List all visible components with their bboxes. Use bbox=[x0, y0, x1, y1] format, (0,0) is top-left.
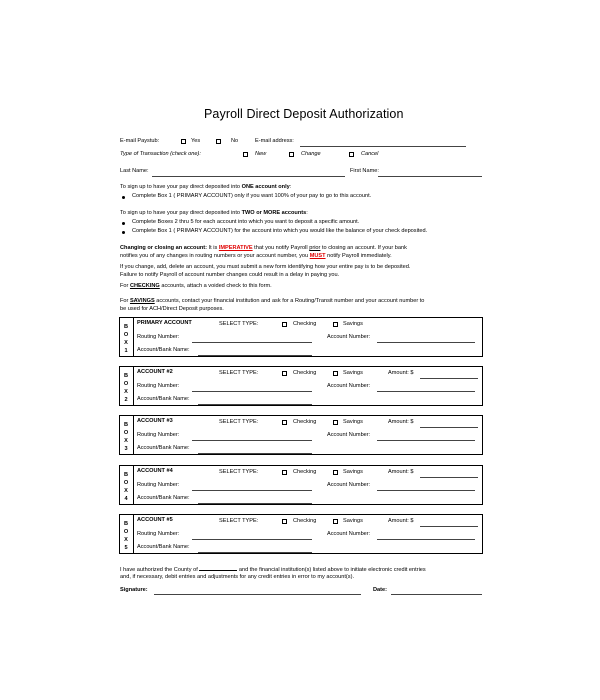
first-name-label: First Name: bbox=[350, 168, 379, 174]
change-line-1: If you change, add, delete an account, you must submit a new form identifying how your entire pay is to be deposited. bbox=[120, 264, 411, 270]
savings-checkbox[interactable] bbox=[333, 470, 338, 475]
checking-label: Checking bbox=[293, 469, 317, 475]
amount-field[interactable] bbox=[420, 526, 478, 527]
account-box-4 bbox=[119, 465, 483, 505]
change-label: Change bbox=[301, 151, 321, 157]
bank-name-field[interactable] bbox=[198, 355, 312, 356]
date-field[interactable] bbox=[391, 594, 482, 595]
box-letter: X bbox=[124, 438, 128, 444]
bullet-icon bbox=[122, 196, 125, 199]
county-field[interactable] bbox=[199, 566, 237, 571]
account-title: ACCOUNT #4 bbox=[137, 468, 173, 474]
authorization-line-2: and, if necessary, debit entries and adjustments for any credit entries in error to my account(s). bbox=[120, 574, 355, 580]
box-letter: O bbox=[123, 381, 129, 387]
savings-label: Savings bbox=[343, 419, 363, 425]
routing-number-label: Routing Number: bbox=[137, 334, 180, 340]
routing-number-field[interactable] bbox=[192, 342, 312, 343]
routing-number-field[interactable] bbox=[192, 391, 312, 392]
box-letter: O bbox=[123, 430, 129, 436]
account-box-3 bbox=[119, 415, 483, 455]
bullet-icon bbox=[122, 222, 125, 225]
amount-label: Amount: $ bbox=[388, 370, 414, 376]
box-letter: 5 bbox=[124, 545, 128, 551]
checking-instruction: For CHECKING accounts, attach a voided check to this form. bbox=[120, 283, 272, 289]
account-number-field[interactable] bbox=[377, 342, 475, 343]
bank-name-field[interactable] bbox=[198, 552, 312, 553]
new-label: New bbox=[255, 151, 267, 157]
change-checkbox[interactable] bbox=[289, 152, 294, 157]
authorization-line-1: I have authorized the County of and the financial institution(s) listed above to initiate electronic credit entries bbox=[120, 567, 426, 573]
account-title: ACCOUNT #5 bbox=[137, 517, 173, 523]
box-letter: O bbox=[123, 480, 129, 486]
account-box-2 bbox=[119, 366, 483, 406]
account-number-field[interactable] bbox=[377, 490, 475, 491]
checking-checkbox[interactable] bbox=[282, 470, 287, 475]
savings-label: Savings bbox=[343, 469, 363, 475]
last-name-field[interactable] bbox=[152, 176, 345, 177]
checking-label: Checking bbox=[293, 321, 317, 327]
no-checkbox[interactable] bbox=[216, 139, 221, 144]
amount-label: Amount: $ bbox=[388, 469, 414, 475]
savings-checkbox[interactable] bbox=[333, 420, 338, 425]
savings-label: Savings bbox=[343, 518, 363, 524]
savings-checkbox[interactable] bbox=[333, 371, 338, 376]
routing-number-label: Routing Number: bbox=[137, 432, 180, 438]
amount-field[interactable] bbox=[420, 477, 478, 478]
select-type-label: SELECT TYPE: bbox=[219, 321, 259, 327]
account-number-label: Account Number: bbox=[327, 482, 371, 488]
box-letter: 4 bbox=[124, 496, 128, 502]
date-label: Date: bbox=[373, 587, 387, 593]
bank-name-field[interactable] bbox=[198, 503, 312, 504]
box-letter: O bbox=[123, 529, 129, 535]
checking-label: Checking bbox=[293, 518, 317, 524]
checking-checkbox[interactable] bbox=[282, 519, 287, 524]
box-letter: 2 bbox=[124, 397, 128, 403]
savings-checkbox[interactable] bbox=[333, 519, 338, 524]
box-label-column bbox=[120, 515, 134, 553]
two-accounts-bullet-2: Complete Box 1 ( PRIMARY ACCOUNT) for the account into which you would like the balance of your check deposited. bbox=[132, 228, 428, 234]
box-letter: B bbox=[123, 324, 129, 330]
box-letter: B bbox=[123, 472, 129, 478]
routing-number-label: Routing Number: bbox=[137, 531, 180, 537]
select-type-label: SELECT TYPE: bbox=[219, 419, 259, 425]
account-title: PRIMARY ACCOUNT bbox=[137, 320, 192, 326]
cancel-label: Cancel bbox=[361, 151, 379, 157]
page-title: Payroll Direct Deposit Authorization bbox=[204, 107, 404, 121]
box-letter: 3 bbox=[124, 446, 128, 452]
box-letter: B bbox=[123, 422, 129, 428]
account-number-field[interactable] bbox=[377, 539, 475, 540]
routing-number-label: Routing Number: bbox=[137, 383, 180, 389]
savings-instruction-2: be used for ACH/Direct Deposit purposes. bbox=[120, 306, 224, 312]
box-letter: X bbox=[124, 389, 128, 395]
amount-field[interactable] bbox=[420, 378, 478, 379]
checking-checkbox[interactable] bbox=[282, 322, 287, 327]
yes-label: Yes bbox=[191, 138, 201, 144]
transaction-type-label: Type of Transaction (check one): bbox=[120, 151, 201, 157]
amount-label: Amount: $ bbox=[388, 419, 414, 425]
box-letter: O bbox=[123, 332, 129, 338]
account-box-5 bbox=[119, 514, 483, 554]
select-type-label: SELECT TYPE: bbox=[219, 518, 259, 524]
box-letter: B bbox=[123, 373, 129, 379]
signature-field[interactable] bbox=[154, 594, 361, 595]
account-number-field[interactable] bbox=[377, 440, 475, 441]
bank-name-label: Account/Bank Name: bbox=[137, 347, 190, 353]
email-paystub-label: E-mail Paystub: bbox=[120, 138, 160, 144]
routing-number-field[interactable] bbox=[192, 440, 312, 441]
account-title: ACCOUNT #3 bbox=[137, 418, 173, 424]
closing-line-1: Changing or closing an account: It is IMPERATIVE that you notify Payroll prior to closing an account. If your bank bbox=[120, 245, 407, 251]
no-label: No bbox=[231, 138, 239, 144]
savings-checkbox[interactable] bbox=[333, 322, 338, 327]
bank-name-label: Account/Bank Name: bbox=[137, 495, 190, 501]
cancel-checkbox[interactable] bbox=[349, 152, 354, 157]
account-number-field[interactable] bbox=[377, 391, 475, 392]
first-name-field[interactable] bbox=[378, 176, 482, 177]
amount-label: Amount: $ bbox=[388, 518, 414, 524]
two-accounts-text: To sign up to have your pay direct deposited into TWO or MORE accounts: bbox=[120, 210, 308, 216]
box-label-column bbox=[120, 466, 134, 504]
account-number-label: Account Number: bbox=[327, 383, 371, 389]
box-letter: X bbox=[124, 537, 128, 543]
bank-name-label: Account/Bank Name: bbox=[137, 445, 190, 451]
account-title: ACCOUNT #2 bbox=[137, 369, 173, 375]
box-label-column bbox=[120, 367, 134, 405]
box-label-column bbox=[120, 416, 134, 454]
checking-checkbox[interactable] bbox=[282, 420, 287, 425]
box-letter: 1 bbox=[124, 348, 128, 354]
routing-number-label: Routing Number: bbox=[137, 482, 180, 488]
box-letter: X bbox=[124, 488, 128, 494]
closing-line-2: notifies you of any changes in routing numbers or your account number, you MUST notify Payroll immediately. bbox=[120, 253, 392, 259]
account-number-label: Account Number: bbox=[327, 334, 371, 340]
routing-number-field[interactable] bbox=[192, 539, 312, 540]
yes-checkbox[interactable] bbox=[181, 139, 186, 144]
bank-name-label: Account/Bank Name: bbox=[137, 396, 190, 402]
account-box-1 bbox=[119, 317, 483, 357]
two-accounts-bullet-1: Complete Boxes 2 thru 5 for each account into which you want to deposit a specific amount. bbox=[132, 219, 360, 225]
email-address-label: E-mail address: bbox=[255, 138, 294, 144]
email-address-field[interactable] bbox=[300, 146, 466, 147]
bullet-icon bbox=[122, 231, 125, 234]
checking-label: Checking bbox=[293, 370, 317, 376]
checking-checkbox[interactable] bbox=[282, 371, 287, 376]
savings-label: Savings bbox=[343, 370, 363, 376]
one-account-text: To sign up to have your pay direct deposited into ONE account only: bbox=[120, 184, 292, 190]
one-account-bullet: Complete Box 1 ( PRIMARY ACCOUNT) only if you want 100% of your pay to go to this account. bbox=[132, 193, 372, 199]
select-type-label: SELECT TYPE: bbox=[219, 469, 259, 475]
bank-name-label: Account/Bank Name: bbox=[137, 544, 190, 550]
account-number-label: Account Number: bbox=[327, 432, 371, 438]
box-letter: B bbox=[123, 521, 129, 527]
new-checkbox[interactable] bbox=[243, 152, 248, 157]
bank-name-field[interactable] bbox=[198, 453, 312, 454]
bank-name-field[interactable] bbox=[198, 404, 312, 405]
box-letter: X bbox=[124, 340, 128, 346]
box-label-column bbox=[120, 318, 134, 356]
routing-number-field[interactable] bbox=[192, 490, 312, 491]
change-line-2: Failure to notify Payroll of account number changes could result in a delay in paying you. bbox=[120, 272, 340, 278]
amount-field[interactable] bbox=[420, 427, 478, 428]
select-type-label: SELECT TYPE: bbox=[219, 370, 259, 376]
signature-label: Signature: bbox=[120, 587, 148, 593]
last-name-label: Last Name: bbox=[120, 168, 149, 174]
checking-label: Checking bbox=[293, 419, 317, 425]
savings-label: Savings bbox=[343, 321, 363, 327]
account-number-label: Account Number: bbox=[327, 531, 371, 537]
savings-instruction: For SAVINGS accounts, contact your financial institution and ask for a Routing/Transit number and your account number to bbox=[120, 298, 425, 304]
